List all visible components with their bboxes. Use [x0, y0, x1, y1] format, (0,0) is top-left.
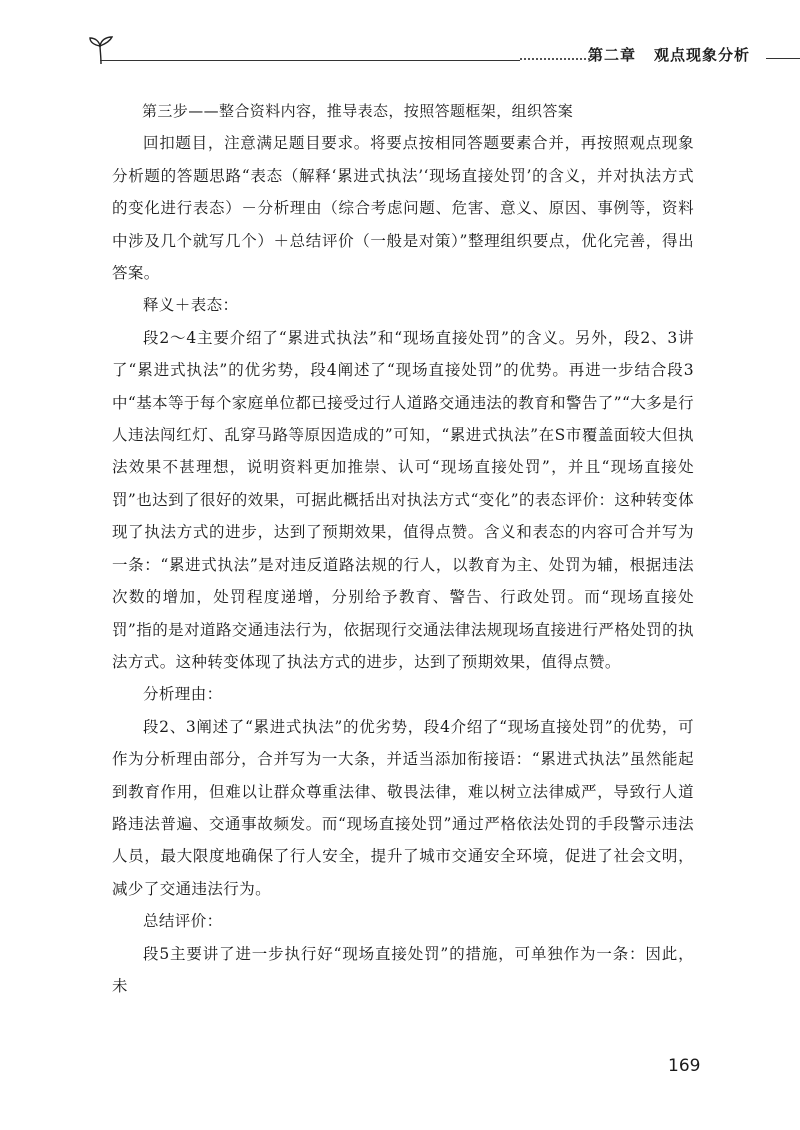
- paragraph-analysis-reasons: 段2、3阐述了“累进式执法”的优劣势，段4介绍了“现场直接处罚”的优势，可作为分析理由部分，合并写为一大条，并适当添加衔接语：“累进式执法”虽然能起到教育作用，但难以让群众尊重法律、敬畏法律，难以树立法律威严，导致行人道路违法普遍、交通事故频发。而“现场直接处罚”通过严格依法处罚的手段警示违法人员，最大限度地确保了行人安全，提升了城市交通安全环境，促进了社会文明，减少了交通违法行为。: [112, 717, 694, 898]
- header-rule-right: [766, 58, 800, 59]
- paragraph-summary: 段5主要讲了进一步执行好“现场直接处罚”的措施，可单独作为一条：因此，未: [112, 944, 694, 995]
- label-analysis-reasons: 分析理由：: [143, 685, 223, 704]
- sprout-icon: [88, 36, 116, 66]
- label-summary: 总结评价：: [143, 912, 223, 931]
- page-header: [88, 36, 768, 70]
- chapter-number: 第二章: [588, 46, 637, 64]
- chapter-title: 观点现象分析: [654, 46, 751, 64]
- paragraph-definition-stance: 段2～4主要介绍了“累进式执法”和“现场直接处罚”的含义。另外，段2、3讲了“累进式执法”的优劣势，段4阐述了“现场直接处罚”的优势。再进一步结合段3中“基本等于每个家庭单位都已接受过行人道路交通违法的教育和警告了”“大多是行人违法闯红灯、乱穿马路等原因造成的”可知，“累进式执法”在S市覆盖面较大但执法效果不甚理想，说明资料更加推崇、认可“现场直接处罚”，并且“现场直接处罚”也达到了很好的效果，可据此概括出对执法方式“变化”的表态评价：这种转变体现了执法方式的进步，达到了预期效果，值得点赞。含义和表态的内容可合并写为一条：“累进式执法”是对违反道路法规的行人，以教育为主、处罚为辅，根据违法次数的增加，处罚程度递增，分别给予教育、警告、行政处罚。而“现场直接处罚”指的是对道路交通违法行为，依据现行交通法律法规现场直接进行严格处罚的执法方式。这种转变体现了执法方式的进步，达到了预期效果，值得点赞。: [112, 328, 694, 671]
- label-definition-stance: 释义＋表态：: [143, 296, 239, 315]
- paragraph-instructions: 回扣题目，注意满足题目要求。将要点按相同答题要素合并，再按照观点现象分析题的答题思路“表态（解释‘累进式执法’‘现场直接处罚’的含义，并对执法方式的变化进行表态）－分析理由（综合考虑问题、危害、意义、原因、事例等，资料中涉及几个就写几个）＋总结评价（一般是对策）”整理组织要点，优化完善，得出答案。: [112, 134, 694, 283]
- header-dotted-rule: [520, 58, 590, 60]
- step-heading: 第三步——整合资料内容，推导表态，按照答题框架，组织答案: [142, 102, 574, 120]
- header-rule: [100, 60, 520, 61]
- page-number: 169: [668, 1056, 701, 1076]
- page-body: [112, 95, 694, 1002]
- chapter-heading: [588, 44, 750, 65]
